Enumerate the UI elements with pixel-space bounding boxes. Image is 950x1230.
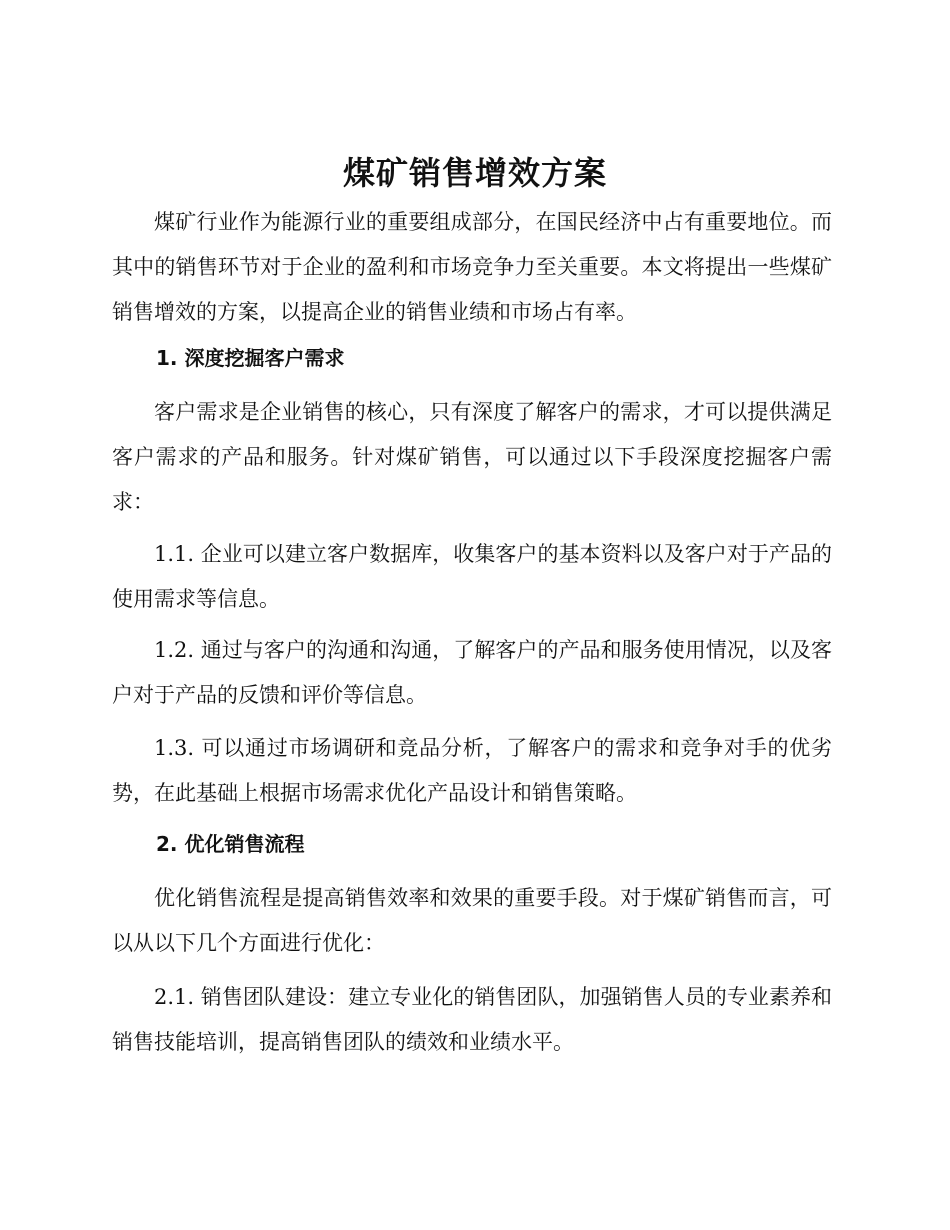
document-title: 煤矿销售增效方案: [342, 154, 607, 192]
section-1-item-2: 1.2. 通过与客户的沟通和沟通，了解客户的产品和服务使用情况，以及客户对于产品的反馈和评价等信息。: [112, 638, 832, 707]
section-2-heading: 2. 优化销售流程: [156, 832, 305, 856]
section-1-item-3: 1.3. 可以通过市场调研和竞品分析，了解客户的需求和竞争对手的优劣势，在此基础上根据市场需求优化产品设计和销售策略。: [112, 736, 832, 805]
section-1-lead: 客户需求是企业销售的核心，只有深度了解客户的需求，才可以提供满足客户需求的产品和服务。针对煤矿销售，可以通过以下手段深度挖掘客户需求：: [112, 400, 832, 514]
intro-paragraph: 煤矿行业作为能源行业的重要组成部分，在国民经济中占有重要地位。而其中的销售环节对于企业的盈利和市场竞争力至关重要。本文将提出一些煤矿销售增效的方案，以提高企业的销售业绩和市场占有率。: [112, 210, 832, 324]
section-1-item-1: 1.1. 企业可以建立客户数据库，收集客户的基本资料以及客户对于产品的使用需求等信息。: [112, 542, 832, 611]
section-2-lead: 优化销售流程是提高销售效率和效果的重要手段。对于煤矿销售而言，可以从以下几个方面进行优化：: [112, 886, 832, 955]
section-2-item-1: 2.1. 销售团队建设：建立专业化的销售团队，加强销售人员的专业素养和销售技能培训，提高销售团队的绩效和业绩水平。: [112, 985, 832, 1054]
section-1-heading: 1. 深度挖掘客户需求: [156, 346, 345, 370]
